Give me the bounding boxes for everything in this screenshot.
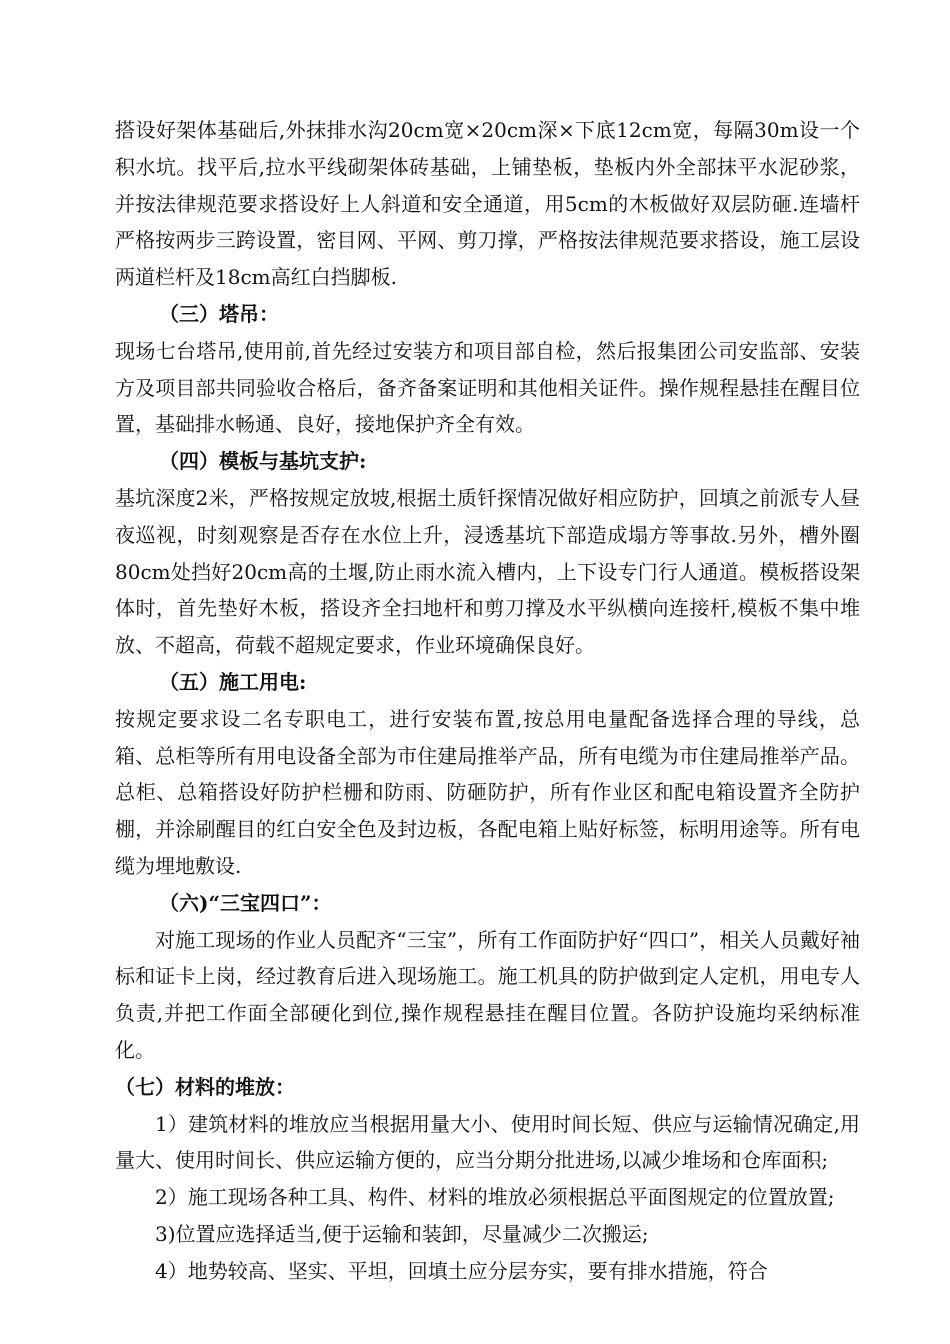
paragraph-formwork-pit-support: 基坑深度2米，严格按规定放坡,根据土质钎探情况做好相应防护，回填之前派专人昼夜巡视，时刻观察是否存在水位上升，浸透基坑下部造成塌方等事故.另外，槽外圈80cm处挡好20cm高的土堰,防止雨水流入槽内，上下设专门行人通道。模板搭设架体时，首先垫好木板，搭设齐全扫地杆和剪刀撑及水平纵横向连接杆,模板不集中堆放、不超高，荷载不超规定要求，作业环境确保良好。 bbox=[115, 485, 860, 658]
paragraph-material-item-2: 2）施工现场各种工具、构件、材料的堆放必须根据总平面图规定的位置放置; bbox=[155, 1185, 835, 1210]
paragraph-material-item-1: 1）建筑材料的堆放应当根据用量大小、使用时间长短、供应与运输情况确定,用量大、使用时间长、供应运输方便的，应当分期分批进场,以减少堆场和仓库面积; bbox=[115, 1111, 860, 1173]
heading-material-stacking: （七）材料的堆放： bbox=[115, 1074, 295, 1099]
paragraph-tower-crane: 现场七台塔吊,使用前,首先经过安装方和项目部自检，然后报集团公司安监部、安装方及项目部共同验收合格后，备齐备案证明和其他相关证件。操作规程悬挂在醒目位置，基础排水畅通、良好，接地保护齐全有效。 bbox=[115, 338, 860, 437]
paragraph-material-item-3: 3)位置应选择适当,便于运输和装卸，尽量减少二次搬运; bbox=[155, 1221, 649, 1246]
paragraph-three-treasures-four-openings: 对施工现场的作业人员配齐“三宝”，所有工作面防护好“四口”，相关人员戴好袖标和证卡上岗，经过教育后进入现场施工。施工机具的防护做到定人定机，用电专人负责,并把工作面全部硬化到位,操作规程悬挂在醒目位置。各防护设施均采纳标准化。 bbox=[115, 927, 860, 1062]
paragraph-construction-power: 按规定要求设二名专职电工，进行安装布置,按总用电量配备选择合理的导线，总箱、总柜等所有用电设备全部为市住建局推举产品，所有电缆为市住建局推举产品。总柜、总箱搭设好防护栏栅和防雨、防砸防护，所有作业区和配电箱设置齐全防护棚，并涂刷醒目的红白安全色及封边板，各配电箱上贴好标签，标明用途等。所有电缆为埋地敷设. bbox=[115, 706, 860, 878]
paragraph-scaffold-base: 搭设好架体基础后,外抹排水沟20cm宽×20cm深×下底12cm宽，每隔30m设一个积水坑。找平后,拉水平线砌架体砖基础，上铺垫板，垫板内外全部抹平水泥砂浆，并按法律规范要求搭设好上人斜道和安全通道，用5cm的木板做好双层防砸.连墙杆严格按两步三跨设置，密目网、平网、剪刀撑，严格按法律规范要求搭设，施工层设两道栏杆及18cm高红白挡脚板. bbox=[115, 118, 860, 290]
heading-tower-crane: （三）塔吊： bbox=[159, 301, 279, 326]
paragraph-material-item-4: 4）地势较高、坚实、平坦，回填土应分层夯实，要有排水措施，符合 bbox=[155, 1258, 768, 1283]
heading-formwork-pit-support: （四）模板与基坑支护: bbox=[159, 449, 367, 474]
heading-construction-power: （五）施工用电: bbox=[159, 669, 307, 694]
document-page bbox=[115, 112, 860, 1290]
heading-three-treasures-four-openings: （六)“三宝四口”： bbox=[159, 890, 332, 915]
